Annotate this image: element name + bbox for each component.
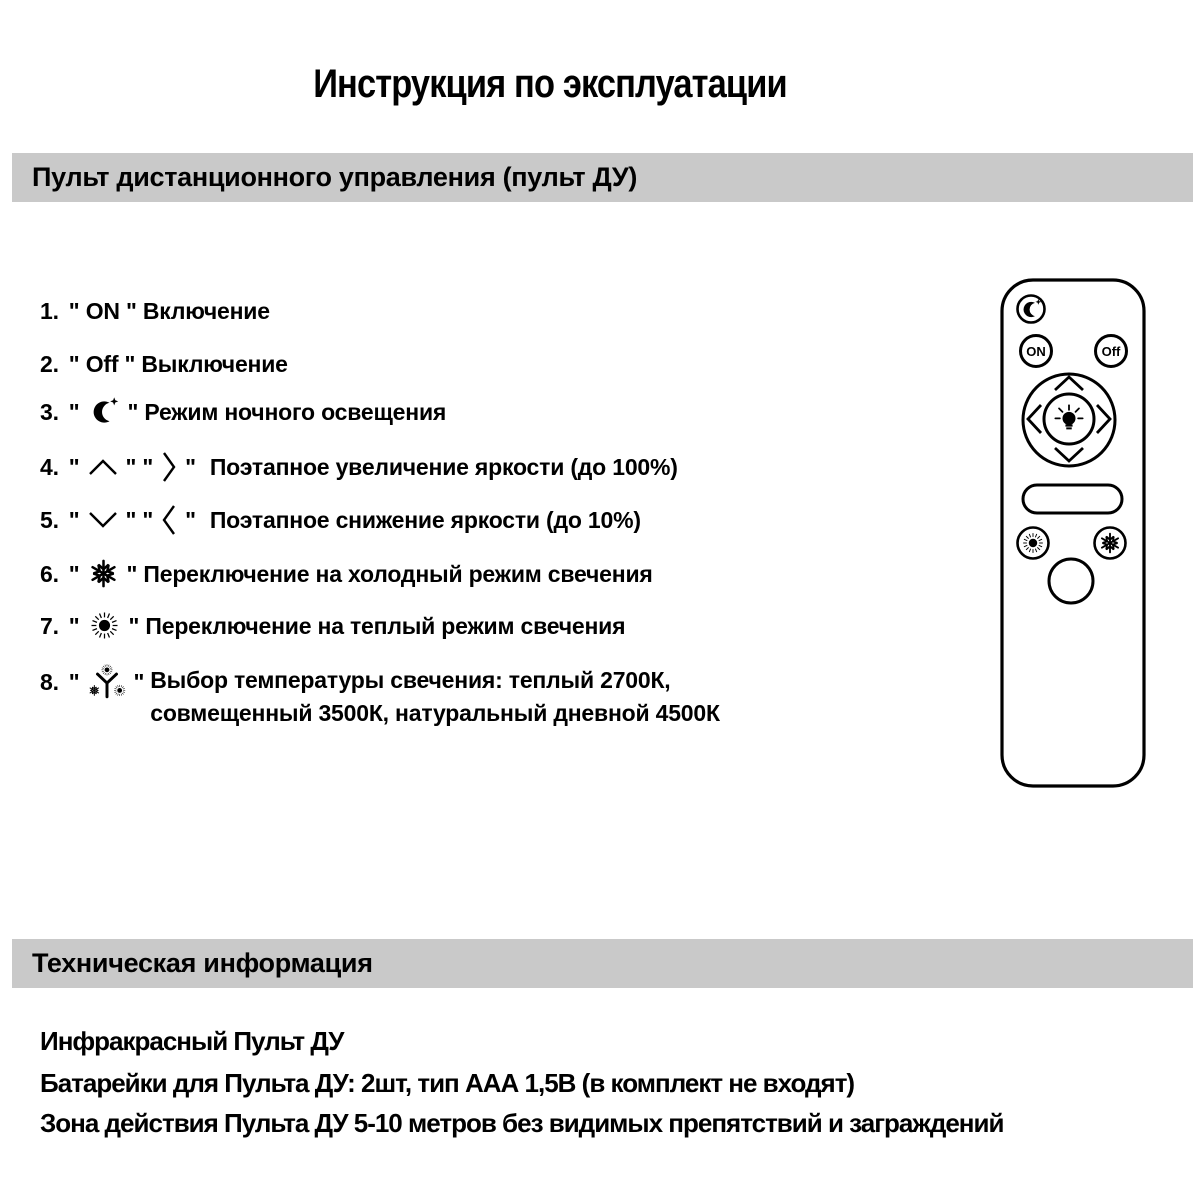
sun-icon	[1023, 533, 1043, 553]
list-item-4: 4. " " " " Поэтапное увеличение яркости (до 100%)	[40, 452, 678, 486]
sun-icon	[88, 609, 121, 642]
temp-select-icon	[88, 662, 126, 702]
list-item-6: 6. " " Переключение на холодный режим свечения	[40, 559, 653, 591]
chevron-left-icon	[161, 503, 177, 537]
list-item-1: 1. " ON " Включение	[40, 298, 270, 324]
chevron-right-icon	[161, 450, 177, 484]
remote-control-illustration	[1000, 278, 1146, 788]
chevron-up-icon	[88, 458, 118, 476]
section-header-remote-label: Пульт дистанционного управления (пульт ДУ)	[32, 162, 638, 192]
moon-star-icon	[88, 396, 120, 428]
tech-line-2: Батарейки для Пульта ДУ: 2шт, тип ААА 1,5В (в комплект не входят)	[40, 1068, 855, 1098]
list-item-5: 5. " " " " Поэтапное снижение яркости (до 10%)	[40, 505, 641, 539]
list-item-8: 8. " " Выбор температуры свечения: теплый 2700К, совмещенный 3500К, натуральный дневной 4500К	[40, 664, 720, 730]
list-item-2: 2. " Off " Выключение	[40, 351, 288, 377]
list-item-3: 3. " " Режим ночного освещения	[40, 397, 446, 430]
chevron-down-icon	[88, 511, 118, 529]
page-title: Инструкция по эксплуатации	[313, 62, 787, 106]
section-header-remote	[12, 153, 1193, 202]
on-button-label: ON	[1026, 344, 1046, 359]
item-8-line-2: совмещенный 3500К, натуральный дневной 4500К	[150, 700, 720, 726]
tech-line-1: Инфракрасный Пульт ДУ	[40, 1026, 344, 1056]
tech-line-3: Зона действия Пульта ДУ 5-10 метров без видимых препятствий и заграждений	[40, 1108, 1004, 1138]
section-header-tech	[12, 939, 1193, 988]
list-item-7: 7. " " Переключение на теплый режим свечения	[40, 611, 625, 644]
section-header-tech-label: Техническая информация	[32, 948, 373, 978]
snowflake-icon	[88, 558, 119, 589]
off-button-label: Off	[1101, 344, 1121, 359]
item-8-line-1: Выбор температуры свечения: теплый 2700К,	[150, 667, 671, 693]
